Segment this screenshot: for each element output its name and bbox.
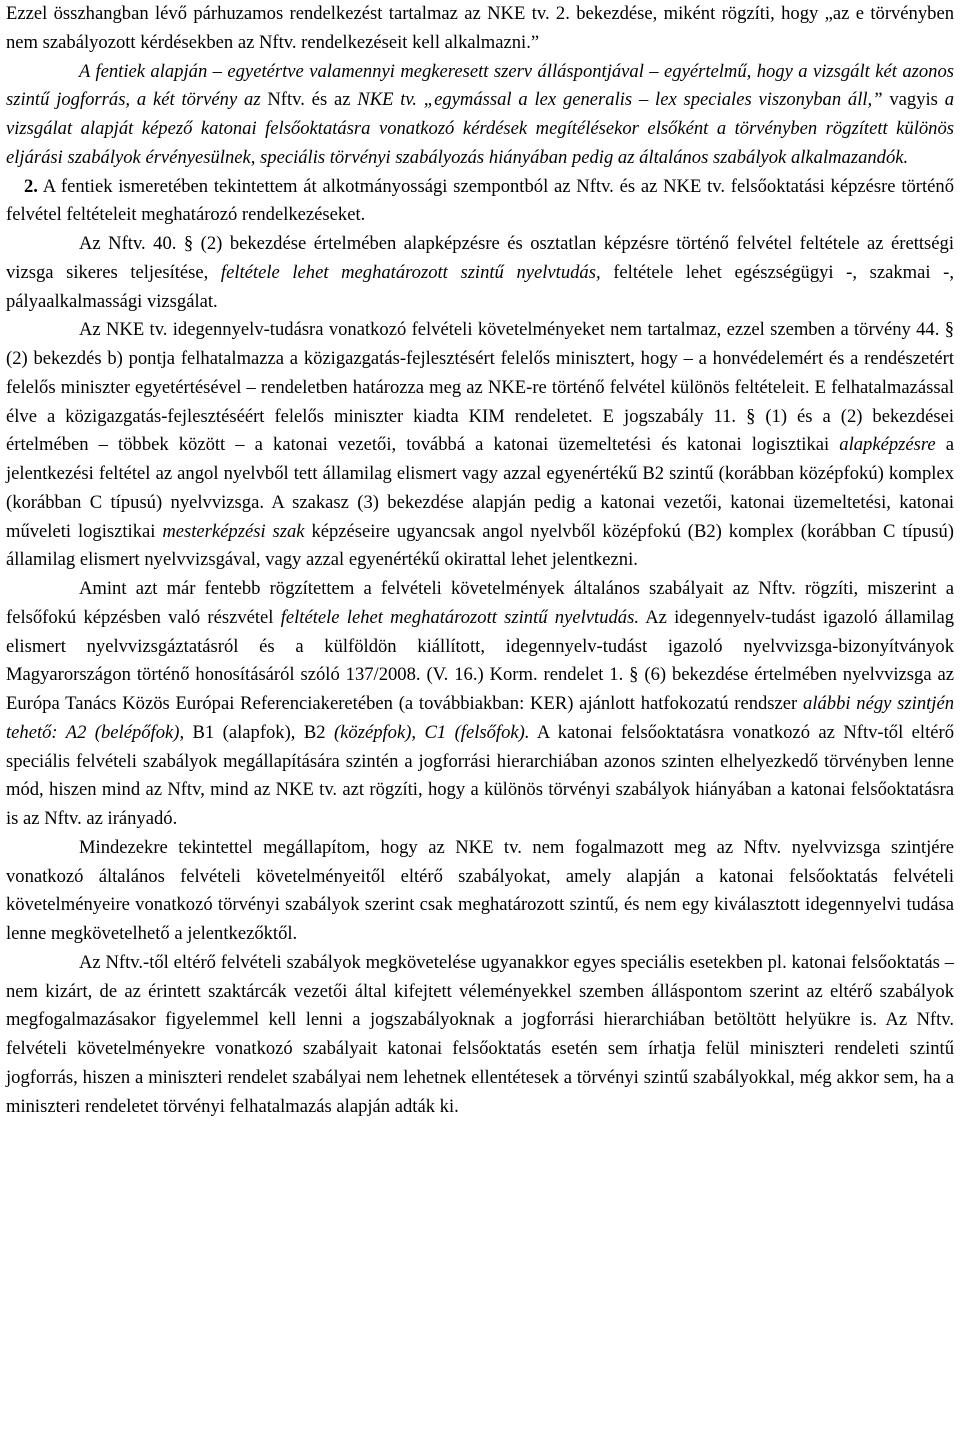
text-run: vagyis bbox=[882, 89, 945, 111]
text-run: feltétele lehet meghatározott szintű nyelvtudás. bbox=[280, 606, 639, 628]
text-run: Az NKE tv. idegennyelv-tudásra vonatkozó felvételi követelményeket nem tartalmaz, ezzel szemben a törvény 44. § (2) bekezdés b) pontja felhatalmazza a közigazgatás-fejlesztésért felelős minisztert, hogy – a honvédelemért és a rendészetért felelős miniszter egyetértésével – rendeletben határozza meg az NKE-re történő felvétel különös feltételeit. E felhatalmazással élve a közigazgatás-fejlesztéséért felelős miniszter kiadta KIM rendeletet. E jogszabály 11. § (1) és a (2) bekezdései értelmében – többek között – a katonai vezetői, továbbá a katonai üzemeltetési és katonai logisztikai bbox=[6, 319, 954, 456]
paragraph-nke-nftv-relation bbox=[6, 0, 954, 58]
text-run: feltétele lehet egészségügyi -, szakmai -, pályaalkalmassági vizsgálat. bbox=[6, 261, 954, 312]
text-run: Mindezekre tekintettel megállapítom, hogy az NKE tv. nem fogalmazott meg az Nftv. nyelvvizsga szintjére vonatkozó általános felvételi követelményeitől eltérő szabályokat, amely alapján a katonai felsőoktatás felvételi követelményeire vonatkozó törvényi szabályok szerint csak meghatározott szintű, és nem egy kiválasztott idegennyelvi tudása lenne megkövetelhető a jelentkezőktől. bbox=[6, 836, 954, 944]
text-run: képzéseire ugyancsak angol nyelvből középfokú (B2) komplex (korábban C típusú) államilag elismert nyelvvizsgával, vagy azzal egyenértékű okirattal lehet jelentkezni. bbox=[6, 520, 954, 571]
text-run: Az Nftv.-től eltérő felvételi szabályok megkövetelése ugyanakkor egyes speciális esetekben pl. katonai felsőoktatás – nem kizárt, de az érintett szaktárcák vezetői által kifejtett véleményekkel szemben álláspontom szerint az eltérő szabályok megfogalmazásakor figyelemmel kell lenni a jogszabályoknak a jogforrási hierarchiában betöltött helyükre is. Az Nftv. felvételi követelményekre vonatkozó szabályait katonai felsőoktatás esetén sem írhatja felül miniszteri rendeleti szintű jogforrás, hiszen a miniszteri rendelet szabályai nem lehetnek ellentétesek a törvényi szintű szabályokkal, még akkor sem, ha a miniszteri rendeletet törvényi felhatalmazás alapján adták ki. bbox=[6, 951, 954, 1117]
paragraph-language-exam-levels bbox=[6, 575, 954, 834]
paragraph-legal-hierarchy bbox=[6, 949, 954, 1122]
paragraph-conclusion bbox=[6, 834, 954, 949]
text-run: Ezzel összhangban lévő párhuzamos rendelkezést tartalmaz az NKE tv. 2. bekezdése, miként rögzíti, hogy „az e törvényben nem szabályozott kérdésekben az Nftv. rendelkezéseit kell alkalmazni.” bbox=[6, 3, 954, 53]
paragraph-nke-language-requirements bbox=[6, 316, 954, 575]
paragraph-section-2-intro bbox=[6, 173, 954, 231]
text-run: Nftv. és az bbox=[267, 89, 358, 111]
paragraph-nftv-40 bbox=[6, 230, 954, 316]
text-run: A fentiek alapján – egyetértve valamennyi megkeresett szerv álláspontjával – egyértelmű, hogy a vizsgált két azonos szintű jogforrás, a két törvény az bbox=[6, 60, 954, 111]
text-run: 2. bbox=[24, 175, 38, 197]
text-run: A fentiek ismeretében tekintettem át alkotmányossági szempontból az Nftv. és az NKE tv. felsőoktatási képzésre történő felvétel feltételeit meghatározó rendelkezéseket. bbox=[6, 175, 954, 226]
paragraph-lex-generalis bbox=[6, 58, 954, 173]
text-run: alábbi négy szintjén tehető: A2 (belépőfok), bbox=[6, 693, 954, 743]
text-run: mesterképzési szak bbox=[162, 520, 305, 542]
text-run: a vizsgálat alapját képező katonai felsőoktatásra vonatkozó kérdések megítélésekor elsőként a törvényben rögzített különös eljárási szabályok érvényesülnek, speciális törvényi szabályozás hiányában pedig az általános szabályok alkalmazandók. bbox=[6, 89, 954, 168]
text-run: (középfok), C1 (felsőfok). bbox=[333, 721, 530, 743]
text-run: Az Nftv. 40. § (2) bekezdése értelmében alapképzésre és osztatlan képzésre történő felvétel feltétele az érettségi vizsga sikeres teljesítése, bbox=[6, 233, 954, 283]
text-run: alapképzésre bbox=[839, 434, 936, 456]
text-run: A katonai felsőoktatásra vonatkozó az Nftv-től eltérő speciális felvételi szabályok megállapítására szintén a jogforrási hierarchiában azonos szinten elhelyezkedő törvényben lenne mód, hiszen mind az Nftv, mind az NKE tv. azt rögzíti, hogy a különös törvényi szabályok hiányában a katonai felsőoktatásra is az Nftv. az irányadó. bbox=[6, 721, 954, 829]
text-run: a jelentkezési feltétel az angol nyelvből tett államilag elismert vagy azzal egyenértékű B2 szintű (korábban középfokú) komplex (korábban C típusú) nyelvvizsga. A szakasz (3) bekezdése alapján pedig a katonai vezetői, katonai üzemeltetési, katonai műveleti logisztikai bbox=[6, 434, 955, 542]
text-run: NKE tv. „egymással a lex generalis – lex speciales viszonyban áll,” bbox=[357, 89, 883, 111]
text-run: Az idegennyelv-tudást igazoló államilag elismert nyelvvizsgáztatásról és a külföldön kiállított, idegennyelv-tudást igazoló nyelvvizsga-bizonyítványok Magyarországon történő honosításáról szóló 137/2008. (V. 16.) Korm. rendelet 1. § (6) bekezdése értelmében nyelvvizsga az Európa Tanács Közös Európai Referenciakeretében (a továbbiakban: KER) ajánlott hatfokozatú rendszer bbox=[6, 606, 955, 714]
text-run: Amint azt már fentebb rögzítettem a felvételi követelmények általános szabályait az Nftv. rögzíti, miszerint a felsőfokú képzésben való részvétel bbox=[6, 578, 954, 628]
text-run: feltétele lehet meghatározott szintű nyelvtudás, bbox=[220, 261, 601, 283]
text-run: B1 (alapfok), B2 bbox=[184, 721, 334, 743]
